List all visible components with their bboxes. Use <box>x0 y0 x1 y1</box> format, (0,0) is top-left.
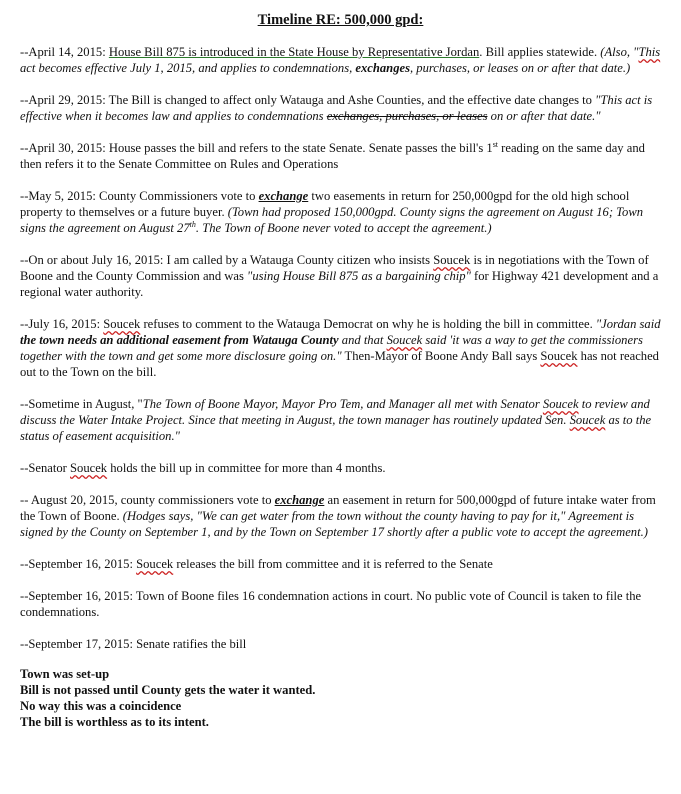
conclusion-line: Bill is not passed until County gets the water it wanted. <box>20 683 316 697</box>
timeline-entry-august-meeting: --Sometime in August, "The Town of Boone Mayor, Mayor Pro Tem, and Manager all met with Senator Soucek to review and discuss the Water Intake Project. Since that meeting in August, the town manager has routinely updated Sen. Soucek as to the status of easement acquisition." <box>20 397 652 443</box>
conclusion-block <box>20 666 665 730</box>
timeline-entry-bill-held: --Senator Soucek holds the bill up in committee for more than 4 months. <box>20 461 386 475</box>
conclusion-line: Town was set-up <box>20 667 110 681</box>
conclusion-line: The bill is worthless as to its intent. <box>20 715 209 729</box>
timeline-entry-july-16-refusal: --July 16, 2015: Soucek refuses to comment to the Watauga Democrat on why he is holding the bill in committee. "Jordan said the town needs an additional easement from Watauga County and that Soucek said 'it was a way to get the commissioners together with the town and get some more disclosure going on." Then-Mayor of Boone Andy Ball says Soucek has not reached out to the Town on the bill. <box>20 317 661 379</box>
timeline-entry-september-17: --September 17, 2015: Senate ratifies the bill <box>20 637 247 651</box>
timeline-entry-september-16-release: --September 16, 2015: Soucek releases the bill from committee and it is referred to the Senate <box>20 557 493 571</box>
timeline-entry-july-16-call: --On or about July 16, 2015: I am called by a Watauga County citizen who insists Soucek is in negotiations with the Town of Boone and the County Commission and was "using House Bill 875 as a bargaining chip" for Highway 421 development and a regional water authority. <box>20 253 659 299</box>
timeline-entry-april-29: --April 29, 2015: The Bill is changed to affect only Watauga and Ashe Counties, and the effective date changes to "This act is effective when it becomes law and applies to condemnations exchanges, purchases, or leases on or after that date." <box>20 93 653 123</box>
page-title: Timeline RE: 500,000 gpd: <box>257 12 424 28</box>
timeline-entry-august-20: -- August 20, 2015, county commissioners vote to exchange an easement in return for 500,000gpd of future intake water from the Town of Boone. (Hodges says, "We can get water from the town without the county having to pay for it," Agreement is signed by the County on September 1, and by the Town on September 17 shortly after a public vote to accept the agreement.) <box>20 493 656 539</box>
timeline-entry-may-5: --May 5, 2015: County Commissioners vote to exchange two easements in return for 250,000gpd for the old high school property to themselves or a future buyer. (Town had proposed 150,000gpd. County signs the agreement on August 16; Town signs the agreement on August 27th. The Town of Boone never voted to accept the agreement.) <box>20 189 644 235</box>
timeline-entry-april-30: --April 30, 2015: House passes the bill and refers to the state Senate. Senate passes the bill's 1st reading on the same day and then refers it to the Senate Committee on Rules and Operations <box>20 139 645 171</box>
timeline-list <box>20 44 665 730</box>
conclusion-line: No way this was a coincidence <box>20 699 182 713</box>
timeline-entry-september-16-condemnation: --September 16, 2015: Town of Boone files 16 condemnation actions in court. No public vote of Council is taken to file the condemnations. <box>20 589 642 619</box>
timeline-entry-april-14: --April 14, 2015: House Bill 875 is introduced in the State House by Representative Jordan. Bill applies statewide. (Also, "This act becomes effective July 1, 2015, and applies to condemnations, exchanges, purchases, or leases on or after that date.) <box>20 45 661 75</box>
